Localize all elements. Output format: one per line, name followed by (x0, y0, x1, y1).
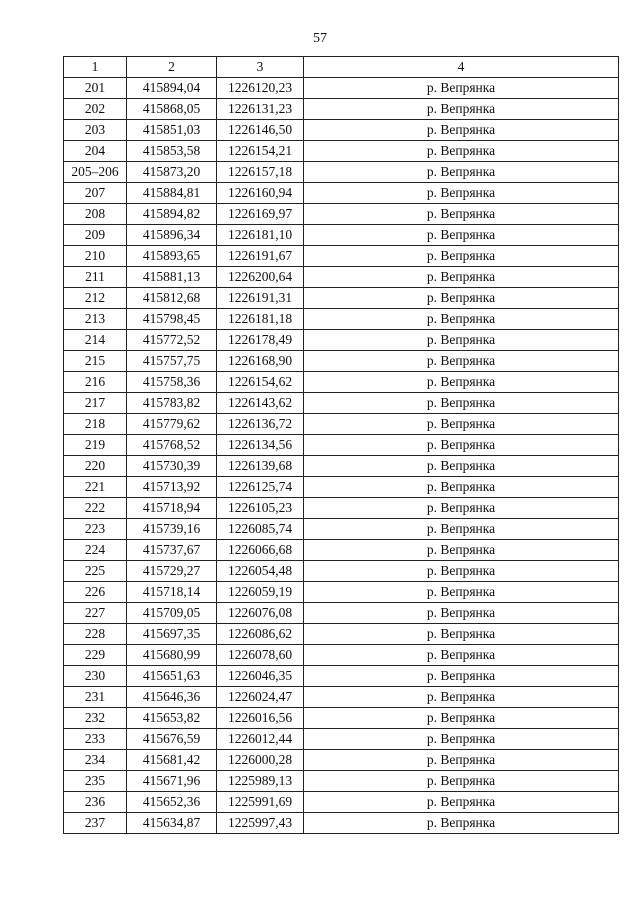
y-coordinate-cell: 1226105,23 (217, 498, 304, 519)
table-row (64, 750, 619, 771)
point-number-cell: 211 (64, 267, 127, 288)
table-row (64, 435, 619, 456)
description-cell: р. Вепрянка (304, 792, 619, 813)
x-coordinate-cell: 415757,75 (127, 351, 217, 372)
table-row (64, 582, 619, 603)
point-number-cell: 207 (64, 183, 127, 204)
x-coordinate-cell: 415868,05 (127, 99, 217, 120)
table-row (64, 540, 619, 561)
table-row (64, 414, 619, 435)
point-number-cell: 212 (64, 288, 127, 309)
y-coordinate-cell: 1226078,60 (217, 645, 304, 666)
table-row (64, 288, 619, 309)
description-cell: р. Вепрянка (304, 330, 619, 351)
table-row (64, 645, 619, 666)
table-row (64, 687, 619, 708)
y-coordinate-cell: 1226120,23 (217, 78, 304, 99)
table-row (64, 477, 619, 498)
description-cell: р. Вепрянка (304, 582, 619, 603)
point-number-cell: 223 (64, 519, 127, 540)
x-coordinate-cell: 415873,20 (127, 162, 217, 183)
description-cell: р. Вепрянка (304, 750, 619, 771)
x-coordinate-cell: 415737,67 (127, 540, 217, 561)
x-coordinate-cell: 415758,36 (127, 372, 217, 393)
table-header-row (64, 57, 619, 78)
description-cell: р. Вепрянка (304, 372, 619, 393)
y-coordinate-cell: 1226181,18 (217, 309, 304, 330)
point-number-cell: 221 (64, 477, 127, 498)
description-cell: р. Вепрянка (304, 603, 619, 624)
point-number-cell: 216 (64, 372, 127, 393)
point-number-cell: 217 (64, 393, 127, 414)
point-number-cell: 231 (64, 687, 127, 708)
x-coordinate-cell: 415853,58 (127, 141, 217, 162)
description-cell: р. Вепрянка (304, 624, 619, 645)
y-coordinate-cell: 1226191,31 (217, 288, 304, 309)
table-row (64, 309, 619, 330)
x-coordinate-cell: 415851,03 (127, 120, 217, 141)
table-row (64, 792, 619, 813)
description-cell: р. Вепрянка (304, 813, 619, 834)
table-row (64, 708, 619, 729)
point-number-cell: 202 (64, 99, 127, 120)
y-coordinate-cell: 1226046,35 (217, 666, 304, 687)
y-coordinate-cell: 1226054,48 (217, 561, 304, 582)
y-coordinate-cell: 1226181,10 (217, 225, 304, 246)
point-number-cell: 208 (64, 204, 127, 225)
column-header: 3 (217, 57, 304, 78)
column-header: 2 (127, 57, 217, 78)
x-coordinate-cell: 415739,16 (127, 519, 217, 540)
y-coordinate-cell: 1225997,43 (217, 813, 304, 834)
y-coordinate-cell: 1225989,13 (217, 771, 304, 792)
table-row (64, 183, 619, 204)
table-body (64, 78, 619, 834)
x-coordinate-cell: 415653,82 (127, 708, 217, 729)
x-coordinate-cell: 415709,05 (127, 603, 217, 624)
x-coordinate-cell: 415646,36 (127, 687, 217, 708)
description-cell: р. Вепрянка (304, 162, 619, 183)
page-number: 57 (313, 31, 327, 46)
description-cell: р. Вепрянка (304, 729, 619, 750)
point-number-cell: 213 (64, 309, 127, 330)
y-coordinate-cell: 1226012,44 (217, 729, 304, 750)
description-cell: р. Вепрянка (304, 204, 619, 225)
point-number-cell: 201 (64, 78, 127, 99)
point-number-cell: 222 (64, 498, 127, 519)
description-cell: р. Вепрянка (304, 540, 619, 561)
y-coordinate-cell: 1226016,56 (217, 708, 304, 729)
description-cell: р. Вепрянка (304, 99, 619, 120)
point-number-cell: 224 (64, 540, 127, 561)
x-coordinate-cell: 415894,82 (127, 204, 217, 225)
y-coordinate-cell: 1226200,64 (217, 267, 304, 288)
x-coordinate-cell: 415768,52 (127, 435, 217, 456)
table-row (64, 120, 619, 141)
x-coordinate-cell: 415713,92 (127, 477, 217, 498)
description-cell: р. Вепрянка (304, 78, 619, 99)
point-number-cell: 204 (64, 141, 127, 162)
x-coordinate-cell: 415884,81 (127, 183, 217, 204)
table-row (64, 603, 619, 624)
x-coordinate-cell: 415681,42 (127, 750, 217, 771)
y-coordinate-cell: 1226131,23 (217, 99, 304, 120)
description-cell: р. Вепрянка (304, 183, 619, 204)
table-row (64, 393, 619, 414)
table-row (64, 456, 619, 477)
y-coordinate-cell: 1226178,49 (217, 330, 304, 351)
description-cell: р. Вепрянка (304, 414, 619, 435)
y-coordinate-cell: 1226143,62 (217, 393, 304, 414)
point-number-cell: 203 (64, 120, 127, 141)
point-number-cell: 232 (64, 708, 127, 729)
table-row (64, 78, 619, 99)
y-coordinate-cell: 1226154,62 (217, 372, 304, 393)
y-coordinate-cell: 1226125,74 (217, 477, 304, 498)
point-number-cell: 228 (64, 624, 127, 645)
point-number-cell: 226 (64, 582, 127, 603)
point-number-cell: 237 (64, 813, 127, 834)
x-coordinate-cell: 415651,63 (127, 666, 217, 687)
x-coordinate-cell: 415676,59 (127, 729, 217, 750)
y-coordinate-cell: 1226168,90 (217, 351, 304, 372)
point-number-cell: 225 (64, 561, 127, 582)
table-row (64, 351, 619, 372)
x-coordinate-cell: 415680,99 (127, 645, 217, 666)
x-coordinate-cell: 415779,62 (127, 414, 217, 435)
y-coordinate-cell: 1226086,62 (217, 624, 304, 645)
description-cell: р. Вепрянка (304, 435, 619, 456)
point-number-cell: 209 (64, 225, 127, 246)
point-number-cell: 234 (64, 750, 127, 771)
x-coordinate-cell: 415697,35 (127, 624, 217, 645)
point-number-cell: 205–206 (64, 162, 127, 183)
point-number-cell: 236 (64, 792, 127, 813)
y-coordinate-cell: 1226059,19 (217, 582, 304, 603)
x-coordinate-cell: 415894,04 (127, 78, 217, 99)
y-coordinate-cell: 1226139,68 (217, 456, 304, 477)
table-row (64, 729, 619, 750)
y-coordinate-cell: 1226134,56 (217, 435, 304, 456)
table-row (64, 330, 619, 351)
description-cell: р. Вепрянка (304, 666, 619, 687)
description-cell: р. Вепрянка (304, 246, 619, 267)
x-coordinate-cell: 415729,27 (127, 561, 217, 582)
y-coordinate-cell: 1226146,50 (217, 120, 304, 141)
point-number-cell: 219 (64, 435, 127, 456)
y-coordinate-cell: 1226157,18 (217, 162, 304, 183)
point-number-cell: 215 (64, 351, 127, 372)
description-cell: р. Вепрянка (304, 309, 619, 330)
y-coordinate-cell: 1226000,28 (217, 750, 304, 771)
description-cell: р. Вепрянка (304, 351, 619, 372)
description-cell: р. Вепрянка (304, 708, 619, 729)
description-cell: р. Вепрянка (304, 477, 619, 498)
y-coordinate-cell: 1226160,94 (217, 183, 304, 204)
description-cell: р. Вепрянка (304, 225, 619, 246)
description-cell: р. Вепрянка (304, 288, 619, 309)
table-row (64, 246, 619, 267)
y-coordinate-cell: 1226076,08 (217, 603, 304, 624)
table-row (64, 666, 619, 687)
description-cell: р. Вепрянка (304, 393, 619, 414)
x-coordinate-cell: 415652,36 (127, 792, 217, 813)
y-coordinate-cell: 1226191,67 (217, 246, 304, 267)
table-row (64, 561, 619, 582)
x-coordinate-cell: 415671,96 (127, 771, 217, 792)
description-cell: р. Вепрянка (304, 561, 619, 582)
description-cell: р. Вепрянка (304, 267, 619, 288)
description-cell: р. Вепрянка (304, 519, 619, 540)
table-row (64, 771, 619, 792)
point-number-cell: 210 (64, 246, 127, 267)
point-number-cell: 229 (64, 645, 127, 666)
x-coordinate-cell: 415718,94 (127, 498, 217, 519)
description-cell: р. Вепрянка (304, 645, 619, 666)
point-number-cell: 230 (64, 666, 127, 687)
table-row (64, 99, 619, 120)
table-row (64, 813, 619, 834)
x-coordinate-cell: 415634,87 (127, 813, 217, 834)
point-number-cell: 214 (64, 330, 127, 351)
table-row (64, 498, 619, 519)
description-cell: р. Вепрянка (304, 771, 619, 792)
x-coordinate-cell: 415798,45 (127, 309, 217, 330)
y-coordinate-cell: 1226066,68 (217, 540, 304, 561)
y-coordinate-cell: 1226136,72 (217, 414, 304, 435)
description-cell: р. Вепрянка (304, 687, 619, 708)
x-coordinate-cell: 415896,34 (127, 225, 217, 246)
x-coordinate-cell: 415772,52 (127, 330, 217, 351)
x-coordinate-cell: 415893,65 (127, 246, 217, 267)
description-cell: р. Вепрянка (304, 141, 619, 162)
y-coordinate-cell: 1226085,74 (217, 519, 304, 540)
description-cell: р. Вепрянка (304, 498, 619, 519)
x-coordinate-cell: 415718,14 (127, 582, 217, 603)
table-row (64, 267, 619, 288)
table-row (64, 204, 619, 225)
table-row (64, 141, 619, 162)
table-row (64, 372, 619, 393)
table-row (64, 624, 619, 645)
x-coordinate-cell: 415881,13 (127, 267, 217, 288)
point-number-cell: 218 (64, 414, 127, 435)
table-row (64, 162, 619, 183)
y-coordinate-cell: 1226169,97 (217, 204, 304, 225)
table-row (64, 519, 619, 540)
y-coordinate-cell: 1226154,21 (217, 141, 304, 162)
point-number-cell: 235 (64, 771, 127, 792)
table-row (64, 225, 619, 246)
x-coordinate-cell: 415783,82 (127, 393, 217, 414)
description-cell: р. Вепрянка (304, 456, 619, 477)
point-number-cell: 220 (64, 456, 127, 477)
point-number-cell: 233 (64, 729, 127, 750)
coordinates-table (63, 56, 619, 834)
x-coordinate-cell: 415812,68 (127, 288, 217, 309)
description-cell: р. Вепрянка (304, 120, 619, 141)
y-coordinate-cell: 1225991,69 (217, 792, 304, 813)
column-header: 4 (304, 57, 619, 78)
point-number-cell: 227 (64, 603, 127, 624)
column-header: 1 (64, 57, 127, 78)
x-coordinate-cell: 415730,39 (127, 456, 217, 477)
y-coordinate-cell: 1226024,47 (217, 687, 304, 708)
